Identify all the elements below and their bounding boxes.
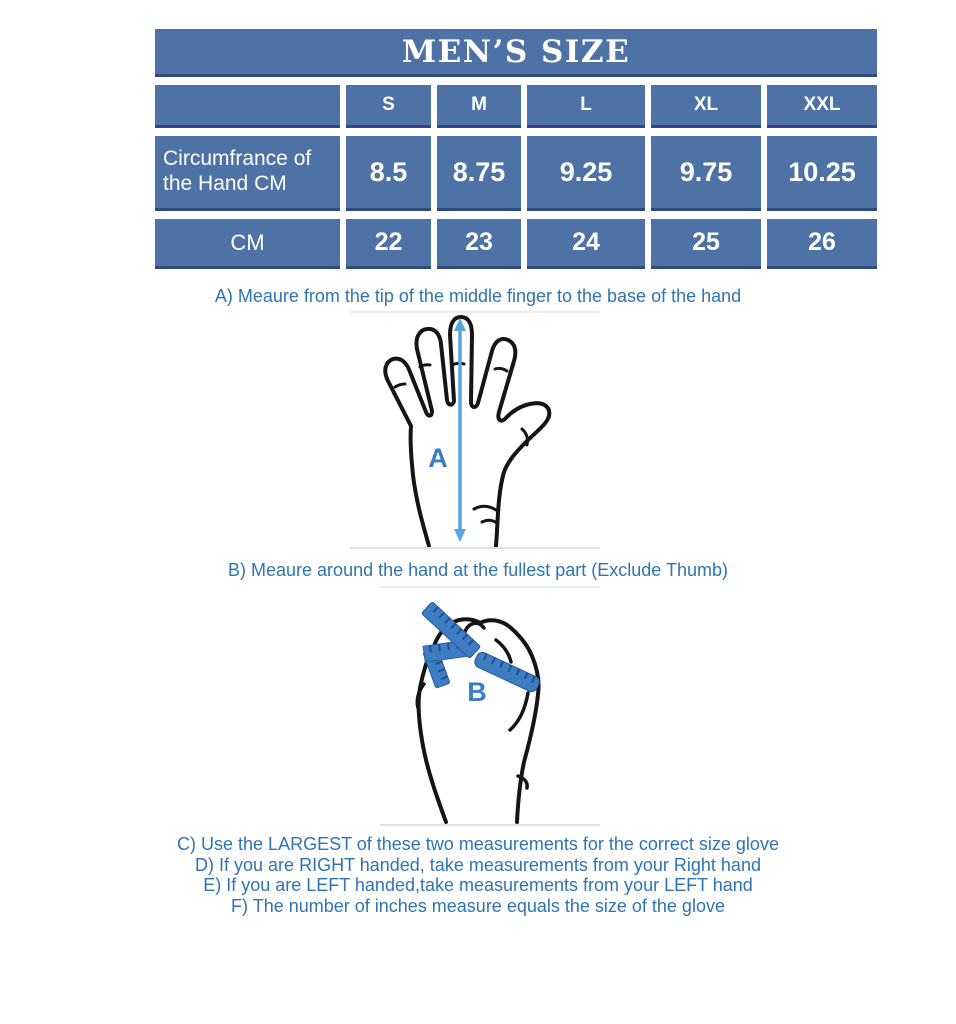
instruction-d: D) If you are RIGHT handed, take measurements from your Right hand	[195, 854, 761, 875]
mens-size-table	[155, 29, 877, 269]
circumference-value-m: 8.75	[437, 136, 521, 211]
size-header-l: L	[527, 85, 645, 128]
size-header-s: S	[346, 85, 431, 128]
instruction-b: B) Meaure around the hand at the fullest part (Exclude Thumb)	[228, 560, 728, 580]
table-title: MEN’S SIZE	[155, 29, 877, 77]
instruction-notes	[0, 834, 956, 916]
row-label-cm: CM	[155, 219, 340, 269]
cm-value-xl: 25	[651, 219, 761, 269]
circumference-value-xl: 9.75	[651, 136, 761, 211]
instruction-c: C) Use the LARGEST of these two measurements for the correct size glove	[177, 834, 779, 854]
hand-arrow-label: A	[428, 443, 448, 473]
row-label-circumference: Circumfrance of the Hand CM	[155, 136, 340, 211]
cm-value-xxl: 26	[767, 219, 877, 269]
instruction-a: A) Meaure from the tip of the middle finger to the base of the hand	[214, 286, 742, 306]
size-header-xl: XL	[651, 85, 761, 128]
open-hand-drawing	[350, 313, 600, 547]
cm-value-s: 22	[346, 219, 431, 269]
circumference-value-l: 9.25	[527, 136, 645, 211]
cm-value-m: 23	[437, 219, 521, 269]
fist-measurement-illustration	[380, 586, 600, 826]
instruction-e: E) If you are LEFT handed,take measurements from your LEFT hand	[203, 875, 753, 895]
circumference-value-xxl: 10.25	[767, 136, 877, 211]
fist-tape-label: B	[467, 677, 487, 707]
cm-value-l: 24	[527, 219, 645, 269]
size-header-xxl: XXL	[767, 85, 877, 128]
hand-measurement-illustration	[350, 311, 600, 549]
table-corner-cell	[155, 85, 340, 128]
fist-drawing	[380, 588, 600, 824]
size-header-m: M	[437, 85, 521, 128]
instruction-f: F) The number of inches measure equals the size of the glove	[231, 895, 725, 916]
circumference-value-s: 8.5	[346, 136, 431, 211]
